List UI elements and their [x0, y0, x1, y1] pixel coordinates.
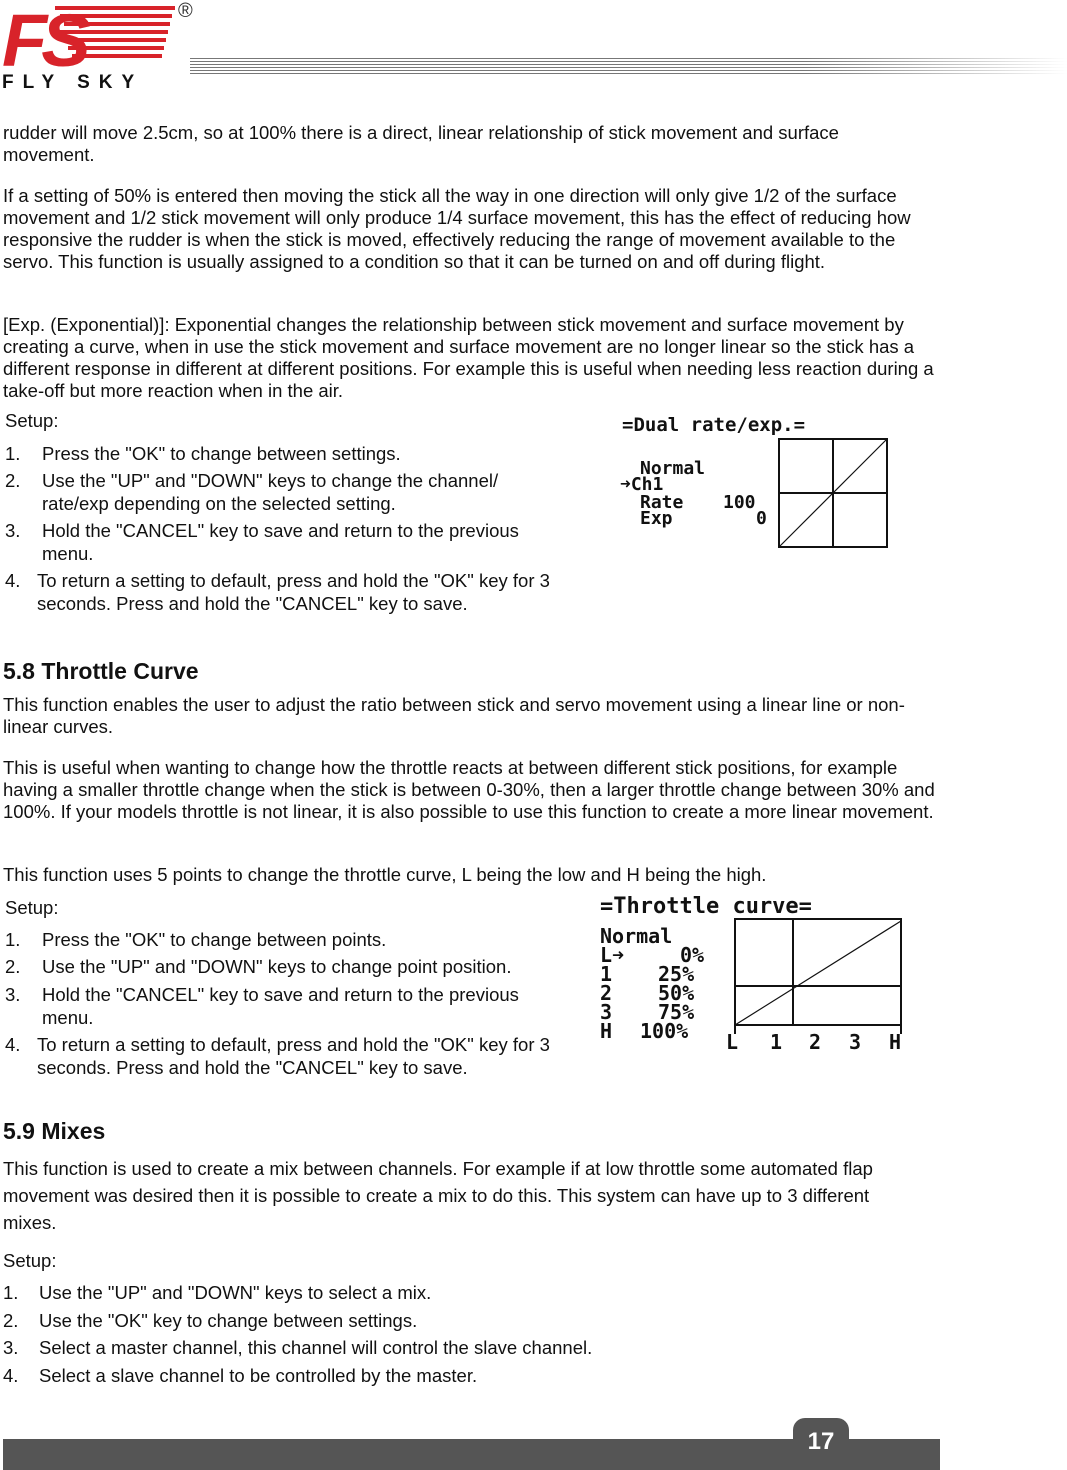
throttle-heading: 5.8 Throttle Curve	[3, 658, 199, 684]
screen-title: =Throttle curve=	[600, 894, 812, 919]
screen-channel: ➜Ch1	[620, 474, 664, 495]
step-text: To return a setting to default, press and hold the "OK" key for 3 seconds. Press and hold the "CANCEL" key to save.	[37, 1034, 550, 1078]
throttle-step-4	[5, 1034, 565, 1082]
intro-paragraph-2: If a setting of 50% is entered then moving the stick all the way in one direction will only give 1/2 of the surface movement and 1/2 stick movement will only produce 1/4 surface movement, this has the effect of reducing how responsive the rudder is when the stick is moved, effectively reducing the range of movement available to the servo. This function is usually assigned to a condition so that it can be turned on and off during flight.	[3, 185, 911, 272]
step-text: Press the "OK" to change between points.	[42, 929, 387, 950]
mixes-paragraph: This function is used to create a mix between channels. For example if at low throttle some automated flap movement was desired then it is possible to create a mix to do this. This system can have up to 3 different mixes.	[3, 1158, 873, 1233]
step-text: Select a master channel, this channel will control the slave channel.	[39, 1337, 593, 1358]
step-text: Hold the "CANCEL" key to save and return to the previous menu.	[42, 984, 519, 1028]
step-text: To return a setting to default, press and hold the "OK" key for 3 seconds. Press and hold the "CANCEL" key to save.	[37, 570, 550, 614]
dual-rate-screen	[620, 412, 892, 552]
step-number: 4.	[5, 1034, 21, 1055]
throttle-paragraph-2: This is useful when wanting to change how the throttle reacts at between different stick positions, for example having a smaller throttle change when the stick is between 0-30%, then a larger throttle change between 30% and 100%. If your models throttle is not linear, it is also possible to use this function to create a more linear movement.	[3, 757, 935, 822]
axis-label-2: 2	[809, 1030, 822, 1054]
mixes-heading: 5.9 Mixes	[3, 1118, 106, 1144]
registered-mark: ®	[178, 0, 193, 22]
throttle-step-1	[5, 929, 565, 953]
logo-subtitle: FLY SKY	[2, 72, 144, 92]
step-number: 1.	[5, 443, 21, 464]
step-number: 3.	[5, 984, 21, 1005]
exp-value: 0	[756, 508, 767, 529]
axis-label-H: H	[889, 1030, 902, 1054]
throttle-step-2	[5, 956, 565, 980]
intro-paragraph-1: rudder will move 2.5cm, so at 100% there is a direct, linear relationship of stick movement and surface movement.	[3, 122, 839, 165]
dual-rate-setup-label: Setup:	[5, 410, 59, 431]
throttle-screen	[598, 892, 918, 1056]
rate-value: 100	[723, 492, 756, 513]
flysky-logo	[0, 0, 200, 92]
step-text: Use the "UP" and "DOWN" keys to select a mix.	[39, 1282, 432, 1303]
throttle-setup-label: Setup:	[5, 897, 59, 918]
step-text: Use the "UP" and "DOWN" keys to change the channel/ rate/exp depending on the selected setting.	[42, 470, 499, 514]
throttle-step-3	[5, 984, 565, 1032]
dual-rate-step-3	[5, 520, 565, 568]
point-label-2: 2	[600, 981, 613, 1005]
mixes-step-4	[3, 1365, 903, 1389]
dual-rate-step-4	[5, 570, 565, 618]
screen-title: =Dual rate/exp.=	[622, 414, 806, 436]
step-text: Press the "OK" to change between settings.	[42, 443, 401, 464]
step-number: 2.	[3, 1310, 19, 1331]
screen-mode: Normal	[640, 458, 706, 479]
step-text: Hold the "CANCEL" key to save and return to the previous menu.	[42, 520, 519, 564]
dual-rate-step-2	[5, 470, 565, 518]
exp-paragraph: [Exp. (Exponential)]: Exponential changes the relationship between stick movement and surface movement by creating a curve, when in use the stick movement and surface movement are no longer linear so the stick has a different response in different at different positions. For example this is useful when needing less reaction during a take-off but more reaction when in the air.	[3, 314, 934, 401]
screen-mode: Normal	[600, 924, 673, 948]
point-value-3: 75%	[658, 1000, 695, 1024]
point-value-1: 25%	[658, 962, 695, 986]
rate-label: Rate	[640, 492, 684, 513]
point-value-L: 0%	[680, 943, 705, 967]
header	[0, 0, 1067, 95]
step-number: 2.	[5, 956, 21, 977]
step-number: 1.	[5, 929, 21, 950]
throttle-paragraph-1: This function enables the user to adjust the ratio between stick and servo movement using a linear line or non-linear curves.	[3, 694, 905, 737]
mixes-step-1	[3, 1282, 903, 1306]
step-number: 3.	[3, 1337, 19, 1358]
rate-graph	[778, 438, 890, 550]
step-text: Use the "UP" and "DOWN" keys to change point position.	[42, 956, 512, 977]
throttle-graph	[732, 918, 904, 1036]
logo-mark: FS	[2, 0, 85, 82]
axis-label-3: 3	[849, 1030, 862, 1054]
step-number: 1.	[3, 1282, 19, 1303]
header-rule	[190, 58, 1067, 74]
step-number: 2.	[5, 470, 21, 491]
step-number: 4.	[3, 1365, 19, 1386]
step-text: Use the "OK" key to change between settings.	[39, 1310, 418, 1331]
exp-label: Exp	[640, 508, 673, 529]
dual-rate-step-1	[5, 443, 565, 467]
axis-label-1: 1	[770, 1030, 783, 1054]
step-number: 3.	[5, 520, 21, 541]
axis-label-L: L	[726, 1030, 739, 1054]
page-number: 17	[793, 1418, 849, 1458]
mixes-step-3	[3, 1337, 903, 1361]
mixes-setup-label: Setup:	[3, 1250, 57, 1271]
point-label-H: H	[600, 1019, 613, 1043]
mixes-step-2	[3, 1310, 903, 1334]
throttle-paragraph-3: This function uses 5 points to change the throttle curve, L being the low and H being the high.	[3, 864, 767, 885]
step-number: 4.	[5, 570, 21, 591]
step-text: Select a slave channel to be controlled by the master.	[39, 1365, 478, 1386]
point-value-2: 50%	[658, 981, 695, 1005]
point-label-L: L➜	[600, 943, 625, 967]
point-label-3: 3	[600, 1000, 613, 1024]
point-label-1: 1	[600, 962, 613, 986]
point-value-H: 100%	[640, 1019, 689, 1043]
